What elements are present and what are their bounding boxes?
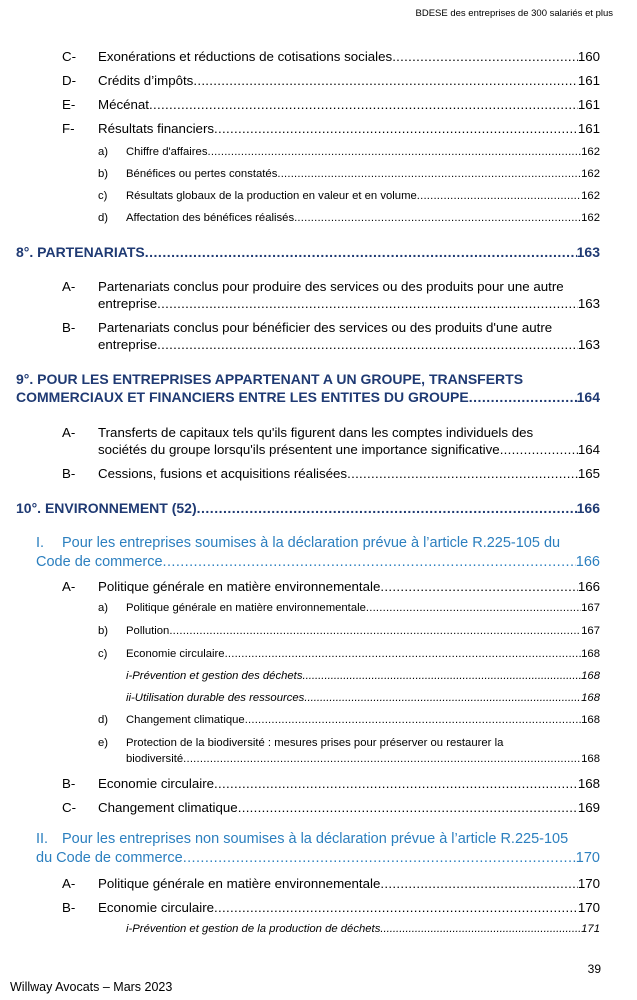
toc-mark: d) <box>98 212 109 224</box>
toc-mark: a) <box>98 602 109 614</box>
toc-entry-label: entreprise <box>98 337 158 352</box>
toc-entry-label: biodiversité <box>126 753 184 765</box>
toc-entry-label: Politique générale en matière environnementale <box>98 876 381 891</box>
dot-leader <box>169 625 581 637</box>
toc-mark: a) <box>98 146 109 158</box>
toc-page-number: 168 <box>581 670 600 682</box>
page-footer: Willway Avocats – Mars 2023 <box>10 980 173 994</box>
toc-entry-economie-circulaire-2[interactable] <box>98 900 600 915</box>
toc-mark: C- <box>62 800 77 815</box>
toc-mark: I. <box>36 535 45 551</box>
toc-page-number: 163 <box>577 296 600 311</box>
toc-entry-politique-generale[interactable] <box>98 579 600 594</box>
dot-leader <box>238 800 578 815</box>
toc-mark: II. <box>36 831 49 847</box>
toc-entry-label: Chiffre d'affaires <box>126 146 208 158</box>
toc-entry-politique-generale-sub[interactable] <box>126 602 600 614</box>
dot-leader <box>145 244 577 260</box>
toc-page-number: 162 <box>581 146 600 158</box>
toc-mark: B- <box>62 466 76 481</box>
toc-entry-prevention-production-dechets[interactable] <box>126 923 600 935</box>
toc-mark: E- <box>62 97 76 112</box>
toc-entry-resultats-globaux[interactable] <box>126 190 600 202</box>
dot-leader <box>157 337 578 352</box>
toc-mark: A- <box>62 876 76 891</box>
toc-entry-partenariats-produire[interactable] <box>98 296 600 311</box>
dot-leader <box>500 442 578 457</box>
toc-mark: B- <box>62 900 76 915</box>
toc-entry-label: Economie circulaire <box>126 648 225 660</box>
toc-entry-label: Economie circulaire <box>98 776 215 791</box>
toc-entry-utilisation-ressources[interactable] <box>126 692 600 704</box>
dot-leader <box>183 753 581 765</box>
toc-entry-changement-climatique[interactable] <box>98 800 600 815</box>
toc-entry-transferts-capitaux[interactable] <box>98 442 600 457</box>
dot-leader <box>380 923 581 935</box>
toc-page-number: 163 <box>577 337 600 352</box>
toc-mark: B- <box>62 320 76 335</box>
toc-entry-label: i-Prévention et gestion de la production de déchets <box>126 923 381 935</box>
toc-page-number: 162 <box>581 190 600 202</box>
toc-page-number: 166 <box>577 579 600 594</box>
toc-heading-label: 9°. POUR LES ENTREPRISES APPARTENANT A UN GROUPE, TRANSFERTS <box>16 371 524 387</box>
dot-leader <box>277 168 581 180</box>
page-number: 39 <box>587 962 601 976</box>
toc-entry-politique-generale-2[interactable] <box>98 876 600 891</box>
toc-entry-affectation[interactable] <box>126 212 600 224</box>
toc-entry-label: ii-Utilisation durable des ressources <box>126 692 305 704</box>
toc-entry-exonerations[interactable] <box>98 49 600 64</box>
toc-page-number: 161 <box>577 73 600 88</box>
toc-mark: A- <box>62 579 76 594</box>
page-header: BDESE des entreprises de 300 salariés et plus <box>415 8 613 19</box>
dot-leader <box>302 670 581 682</box>
toc-mark: c) <box>98 190 108 202</box>
toc-heading-partenariats[interactable] <box>16 244 600 260</box>
dot-leader <box>417 190 581 202</box>
toc-mark: C- <box>62 49 77 64</box>
toc-entry-label: Exonérations et réductions de cotisations sociales <box>98 49 393 64</box>
toc-heading-groupe[interactable] <box>16 389 600 405</box>
toc-page-number: 168 <box>581 714 600 726</box>
toc-entry-pollution[interactable] <box>126 625 600 637</box>
toc-entry-label: Politique générale en matière environnementale <box>126 602 366 614</box>
toc-entry-label: i-Prévention et gestion des déchets <box>126 670 303 682</box>
dot-leader <box>366 602 581 614</box>
toc-entry-label: Affectation des bénéfices réalisés <box>126 212 295 224</box>
toc-entry-changement-climatique-sub[interactable] <box>126 714 600 726</box>
toc-mark: B- <box>62 776 76 791</box>
toc-heading-label: Code de commerce <box>36 554 163 570</box>
dot-leader <box>380 876 577 891</box>
toc-mark: A- <box>62 425 76 440</box>
toc-entry-label: Politique générale en matière environnementale <box>98 579 381 594</box>
toc-entry-prevention-dechets[interactable] <box>126 670 600 682</box>
toc-mark: b) <box>98 625 109 637</box>
toc-page-number: 168 <box>581 648 600 660</box>
dot-leader <box>214 900 578 915</box>
toc-page-number: 170 <box>577 876 600 891</box>
dot-leader <box>149 97 578 112</box>
toc-entry-label: Partenariats conclus pour bénéficier des services ou des produits d'une autre <box>98 320 553 335</box>
dot-leader <box>193 73 577 88</box>
toc-entry-label: Changement climatique <box>98 800 238 815</box>
toc-entry-label: Résultats globaux de la production en valeur et en volume <box>126 190 417 202</box>
dot-leader <box>183 850 576 866</box>
dot-leader <box>214 121 578 136</box>
dot-leader <box>469 389 577 405</box>
dot-leader <box>304 692 581 704</box>
toc-entry-resultats[interactable] <box>98 121 600 136</box>
toc-heading-non-soumises[interactable] <box>36 850 600 866</box>
toc-page-number: 162 <box>581 168 600 180</box>
toc-heading-label: 8°. PARTENARIATS <box>16 244 145 260</box>
dot-leader <box>245 714 581 726</box>
toc-mark: A- <box>62 279 76 294</box>
toc-mark: F- <box>62 121 75 136</box>
toc-entry-label: Pollution <box>126 625 170 637</box>
dot-leader <box>163 554 576 570</box>
toc-mark: c) <box>98 648 108 660</box>
toc-page-number: 168 <box>581 753 600 765</box>
toc-mark: b) <box>98 168 109 180</box>
toc-entry-cessions[interactable] <box>98 466 600 481</box>
toc-page-number: 171 <box>581 923 600 935</box>
toc-entry-partenariats-beneficier[interactable] <box>98 337 600 352</box>
toc-entry-economie-circulaire-sub[interactable] <box>126 648 600 660</box>
toc-entry-credits[interactable] <box>98 73 600 88</box>
toc-page-number: 167 <box>581 625 600 637</box>
toc-entry-benefices[interactable] <box>126 168 600 180</box>
dot-leader <box>347 466 578 481</box>
toc-entry-label: Cessions, fusions et acquisitions réalisées <box>98 466 348 481</box>
toc-page-number: 168 <box>577 776 600 791</box>
dot-leader <box>197 500 577 516</box>
toc-page-number: 161 <box>577 121 600 136</box>
toc-page-number: 168 <box>581 692 600 704</box>
toc-entry-label: Mécénat <box>98 97 149 112</box>
dot-leader <box>214 776 578 791</box>
dot-leader <box>157 296 578 311</box>
toc-mark: D- <box>62 73 77 88</box>
toc-entry-label: Economie circulaire <box>98 900 215 915</box>
dot-leader <box>225 648 582 660</box>
toc-heading-soumises[interactable] <box>36 554 600 570</box>
toc-page-number: 167 <box>581 602 600 614</box>
toc-page-number: 170 <box>577 900 600 915</box>
toc-mark: d) <box>98 714 109 726</box>
toc-page-number: 160 <box>577 49 600 64</box>
toc-page-number: 169 <box>577 800 600 815</box>
toc-entry-label: Transferts de capitaux tels qu'ils figurent dans les comptes individuels des <box>98 425 534 440</box>
toc-entry-label: Crédits d’impôts <box>98 73 194 88</box>
toc-heading-label: du Code de commerce <box>36 850 183 866</box>
toc-page-number: 161 <box>577 97 600 112</box>
toc-page-number: 163 <box>576 244 600 260</box>
toc-mark: e) <box>98 737 109 749</box>
toc-entry-biodiversite[interactable] <box>126 753 600 765</box>
toc-entry-label: entreprise <box>98 296 158 311</box>
dot-leader <box>380 579 577 594</box>
toc-heading-label: COMMERCIAUX ET FINANCIERS ENTRE LES ENTITES DU GROUPE <box>16 389 469 405</box>
toc-heading-label: Pour les entreprises soumises à la déclaration prévue à l’article R.225-105 du <box>62 535 561 551</box>
dot-leader <box>392 49 578 64</box>
toc-entry-economie-circulaire[interactable] <box>98 776 600 791</box>
toc-entry-label: sociétés du groupe lorsqu'ils présentent une importance significative <box>98 442 500 457</box>
toc-entry-label: Résultats financiers <box>98 121 215 136</box>
toc-entry-label: Changement climatique <box>126 714 245 726</box>
dot-leader <box>208 146 582 158</box>
dot-leader <box>294 212 581 224</box>
toc-heading-environnement[interactable] <box>16 500 600 516</box>
toc-page-number: 170 <box>575 850 600 866</box>
toc-page-number: 162 <box>581 212 600 224</box>
toc-page-number: 164 <box>577 442 600 457</box>
toc-entry-label: Bénéfices ou pertes constatés <box>126 168 278 180</box>
toc-page-number: 166 <box>576 500 600 516</box>
toc-page-number: 164 <box>576 389 600 405</box>
toc-page-number: 165 <box>577 466 600 481</box>
toc-entry-chiffre-affaires[interactable] <box>126 146 600 158</box>
toc-page-number: 166 <box>575 554 600 570</box>
toc-entry-label: Partenariats conclus pour produire des services ou des produits pour une autre <box>98 279 564 294</box>
toc-heading-label: 10°. ENVIRONNEMENT (52) <box>16 500 197 516</box>
toc-heading-label: Pour les entreprises non soumises à la déclaration prévue à l’article R.225-105 <box>62 831 569 847</box>
toc-entry-mecenat[interactable] <box>98 97 600 112</box>
toc-entry-label: Protection de la biodiversité : mesures prises pour préserver ou restaurer la <box>126 737 504 749</box>
